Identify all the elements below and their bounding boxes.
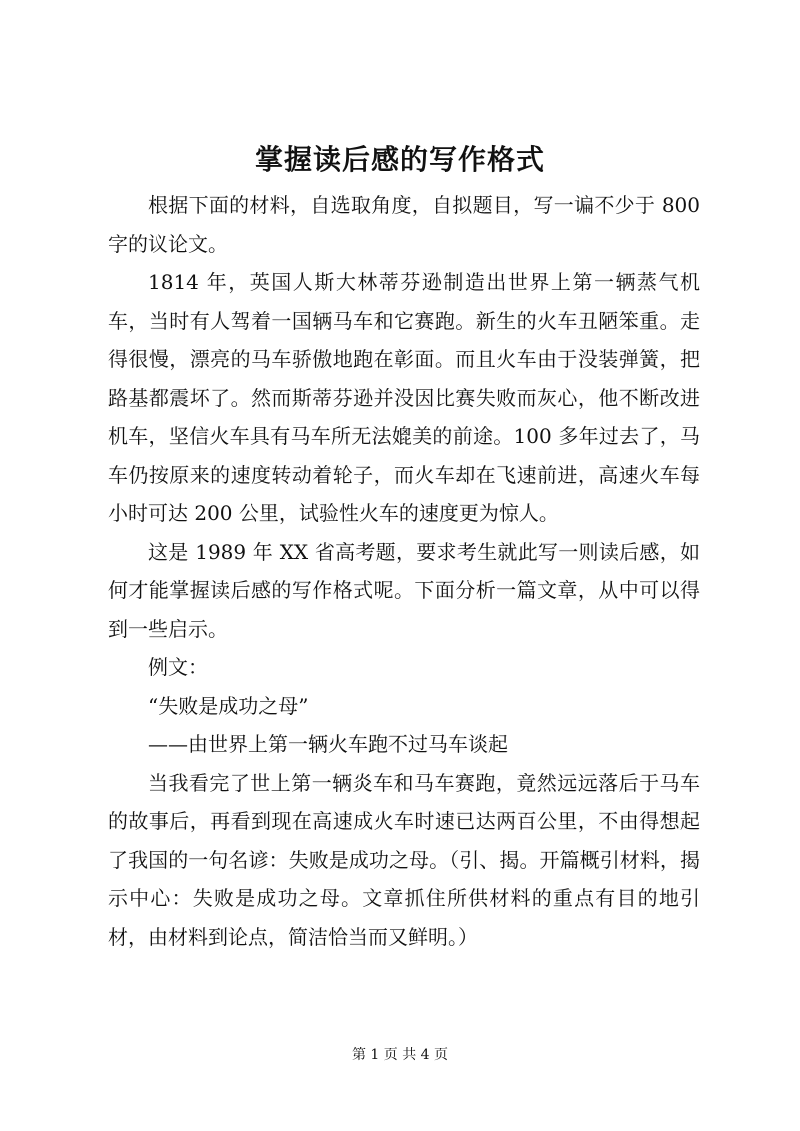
paragraph-instruction: 根据下面的材料，自选取角度，自拟题目，写一谝不少于 800 字的议论文。 (108, 193, 700, 256)
paragraph-material: 1814 年，英国人斯大林蒂芬逊制造出世界上第一辆蒸气机车，当时有人驾着一国辆马车和它赛跑。新生的火车丑陋笨重。走得很慢，漂亮的马车骄傲地跑在彰面。而且火车由于没装弹簧，把路基都震坏了。然而斯蒂芬逊并没因比赛失败而灰心，他不断改进机车，坚信火车具有马车所无法媲美的前途。100 多年过去了，马车仍按原来的速度转动着轮子，而火车却在飞速前进，高速火车每小时可达 200 公里，试验性火车的速度更为惊人。 (108, 270, 700, 525)
page-footer: 第 1 页 共 4 页 (351, 1047, 449, 1063)
paragraph-essay-subtitle: ——由世界上第一辆火车跑不过马车谈起 (148, 732, 508, 756)
paragraph-essay-opening: 当我看完了世上第一辆炎车和马车赛跑，竟然远远落后于马车的故事后，再看到现在高速成火车时速已达两百公里，不由得想起了我国的一句名谚：失败是成功之母。（引、揭。开篇概引材料，揭示中心：失败是成功之母。文章抓住所供材料的重点有目的地引材，由材料到论点，简洁恰当而又鲜明。） (108, 770, 700, 949)
document-body (108, 186, 700, 956)
document-title: 掌握读后感的写作格式 (254, 143, 545, 176)
paragraph-question: 这是 1989 年 XX 省高考题，要求考生就此写一则读后感，如何才能掌握读后感的写作格式呢。下面分析一篇文章，从中可以得到一些启示。 (108, 539, 700, 641)
paragraph-essay-title: “失败是成功之母” (148, 693, 309, 718)
paragraph-example-label: 例文： (148, 655, 208, 679)
